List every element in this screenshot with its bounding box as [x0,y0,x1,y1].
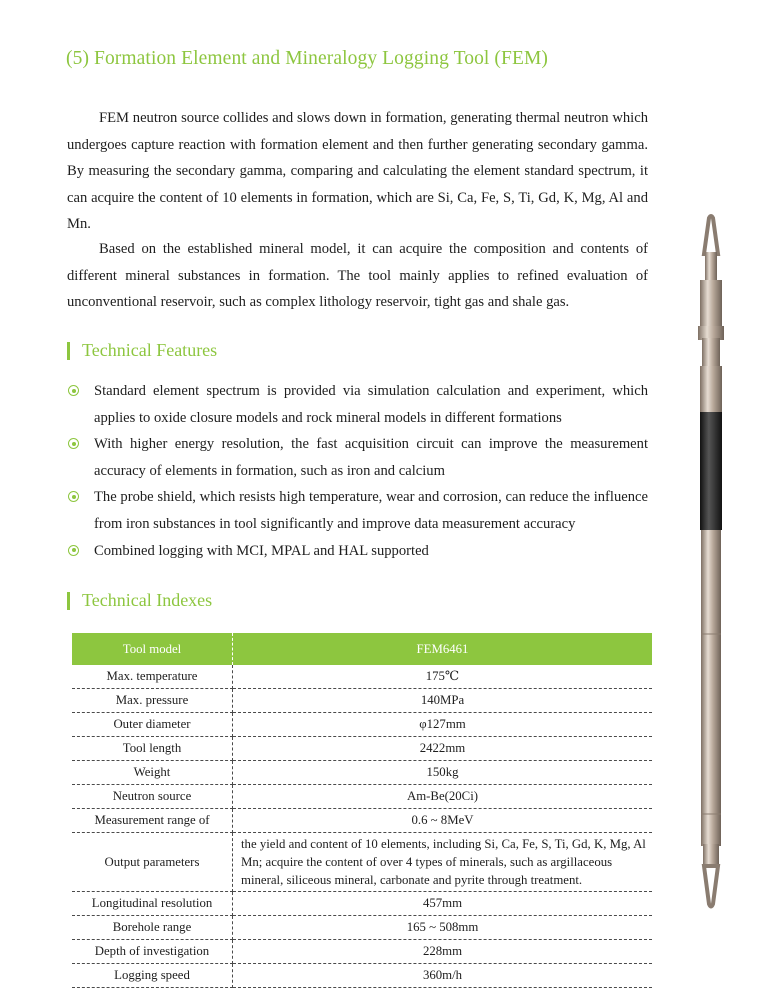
table-row [72,689,652,713]
section-title: (5) Formation Element and Mineralogy Logging Tool (FEM) [66,48,548,69]
feature-item [67,484,648,537]
param-value: 165 ~ 508mm [233,916,653,940]
param-value: the yield and content of 10 elements, including Si, Ca, Fe, S, Ti, Gd, K, Mg, Al Mn; acquire the content of over 4 types of minerals, such as argillaceous mineral, siliceous mineral, carbonate and pyrite through treatment. [233,833,653,892]
top-bail-icon [704,216,718,254]
spec-table [72,633,652,988]
table-row [72,940,652,964]
table-row [72,785,652,809]
logging-tool-illustration [676,214,746,914]
bottom-bail-icon [704,866,718,907]
heading-bar [67,342,70,360]
heading-bar [67,592,70,610]
table-row [72,713,652,737]
ring-bullet-icon [68,438,79,449]
param-name: Outer diameter [72,713,233,737]
header-cell-parameter: Tool model [72,633,233,665]
param-value: 175℃ [233,665,653,689]
feature-text: Standard element spectrum is provided via simulation calculation and experiment, which applies to oxide closure models and rock mineral models in different formations [94,383,648,426]
feature-text: The probe shield, which resists high temperature, wear and corrosion, can reduce the influence from iron substances in tool significantly and improve data measurement accuracy [94,489,648,532]
table-row [72,665,652,689]
param-value: 2422mm [233,737,653,761]
param-name: Max. temperature [72,665,233,689]
table-row [72,737,652,761]
param-value: Am-Be(20Ci) [233,785,653,809]
param-value: 150kg [233,761,653,785]
param-name: Logging speed [72,964,233,988]
param-name: Weight [72,761,233,785]
intro-paragraph-2: Based on the established mineral model, it can acquire the composition and contents of different mineral substances in formation. The tool mainly applies to refined evaluation of unconventional reservoir, such as complex lithology reservoir, tight gas and shale gas. [67,241,648,311]
table-row [72,833,652,892]
features-heading-label: Technical Features [82,340,218,360]
ring-bullet-icon [68,385,79,396]
intro-paragraph-1: FEM neutron source collides and slows down in formation, generating thermal neutron which undergoes capture reaction with formation element and then further generating secondary gamma. By measuring the secondary gamma, comparing and calculating the element standard spectrum, it can acquire the content of 10 elements in formation, which are Si, Ca, Fe, S, Ti, Gd, K, Mg, Al and Mn. [67,110,648,233]
features-list [67,378,648,564]
table-row [72,964,652,988]
feature-item [67,431,648,484]
feature-item [67,378,648,431]
feature-text: With higher energy resolution, the fast acquisition circuit can improve the measurement accuracy of elements in formation, such as iron and calcium [94,436,648,479]
param-value: 0.6 ~ 8MeV [233,809,653,833]
param-value: 360m/h [233,964,653,988]
param-name: Max. pressure [72,689,233,713]
table-row [72,916,652,940]
param-value: 228mm [233,940,653,964]
features-heading [67,340,217,361]
param-name: Neutron source [72,785,233,809]
header-cell-model: FEM6461 [233,633,653,665]
param-value: 457mm [233,892,653,916]
indexes-heading-label: Technical Indexes [82,590,213,610]
param-name: Tool length [72,737,233,761]
feature-text: Combined logging with MCI, MPAL and HAL supported [94,542,429,559]
param-name: Borehole range [72,916,233,940]
table-row [72,761,652,785]
param-name: Depth of investigation [72,940,233,964]
table-row [72,809,652,833]
param-value: φ127mm [233,713,653,737]
ring-bullet-icon [68,491,79,502]
param-value: 140MPa [233,689,653,713]
table-row [72,892,652,916]
indexes-heading [67,590,212,611]
param-name: Longitudinal resolution [72,892,233,916]
spec-header-row [72,633,652,665]
param-name: Output parameters [72,833,233,892]
param-name: Measurement range of [72,809,233,833]
feature-item [67,538,648,565]
ring-bullet-icon [68,545,79,556]
